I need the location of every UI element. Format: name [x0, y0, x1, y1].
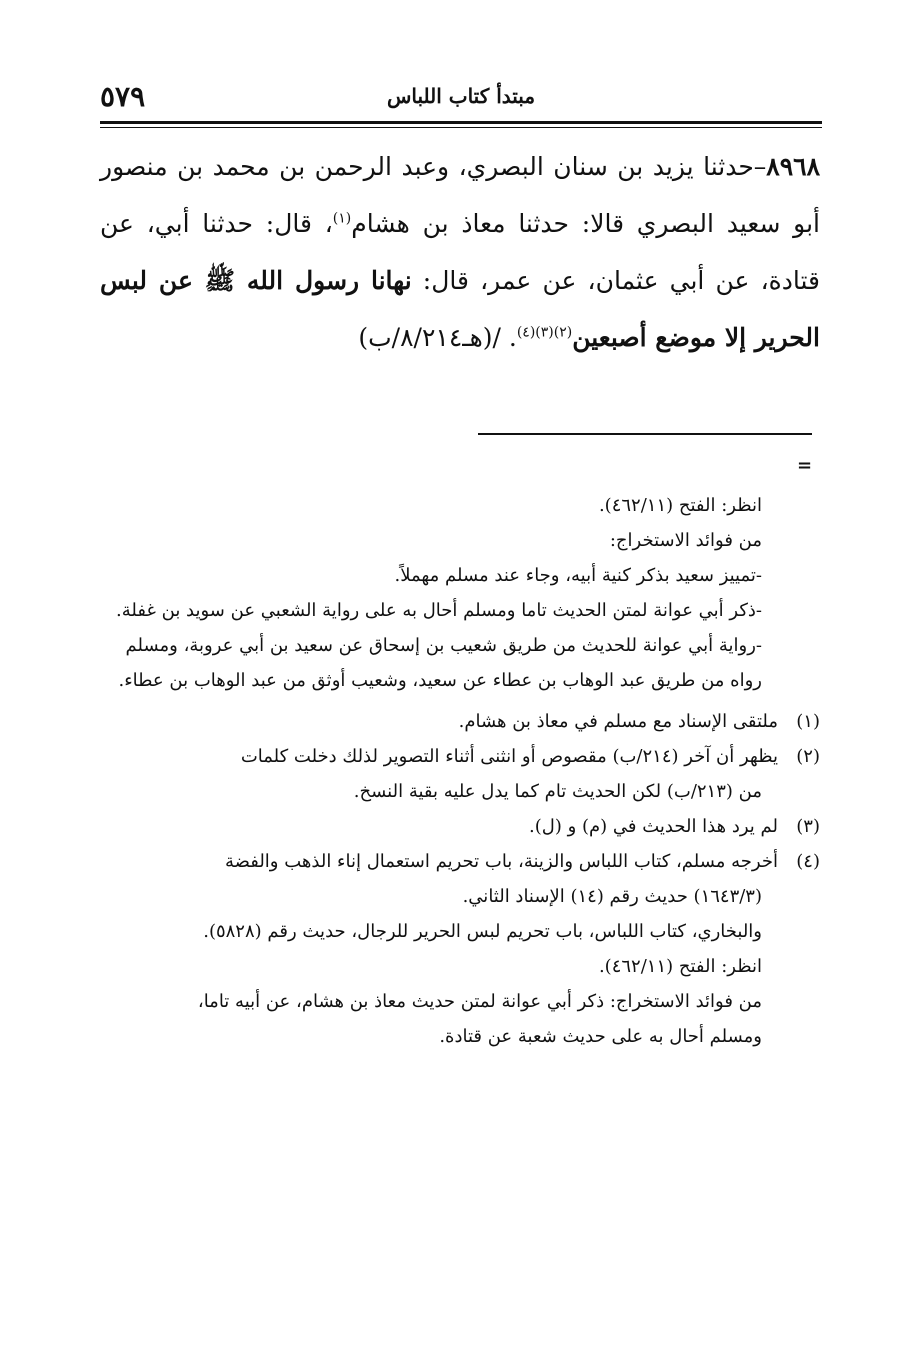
isnad-part-2: ، قال: حدثنا أبي، عن قتادة، عن أبي عثمان، عن عمر، قال:: [100, 209, 820, 295]
footnote-4-continued: والبخاري، كتاب اللباس، باب تحريم لبس الحرير للرجال، حديث رقم (٥٨٢٨).: [203, 921, 762, 942]
footnote-4-continued: (١٦٤٣/٣) حديث رقم (١٤) الإسناد الثاني.: [462, 886, 762, 907]
footnote-1: [100, 704, 820, 739]
header-rule-thick: [100, 121, 822, 124]
page-header: [100, 78, 822, 118]
footnote-2: [100, 739, 820, 774]
continuation-marker: =: [797, 455, 813, 476]
note-line: -ذكر أبي عوانة لمتن الحديث تاما ومسلم أحال به على رواية الشعبي عن سويد بن غفلة.: [116, 600, 762, 621]
footnote-4-continued: من فوائد الاستخراج: ذكر أبي عوانة لمتن حديث معاذ بن هشام، عن أبيه تاما،: [197, 991, 762, 1012]
footnote-separator: [478, 433, 812, 435]
note-line: رواه من طريق عبد الوهاب بن عطاء عن سعيد، وشعيب أوثق من عبد الوهاب بن عطاء.: [118, 670, 762, 691]
header-rule-thin: [100, 127, 822, 128]
footnote-mark: (٤): [796, 851, 820, 872]
manuscript-reference: . /(هـ٨/٢١٤/ب): [358, 323, 517, 352]
footnote-4-continued: انظر: الفتح (٤٦٢/١١).: [598, 956, 762, 977]
footnote-text: ملتقى الإسناد مع مسلم في معاذ بن هشام.: [458, 711, 778, 732]
note-line: من فوائد الاستخراج:: [609, 530, 762, 551]
footnotes-area: [100, 488, 820, 1054]
footnote-mark: (٣): [796, 816, 820, 837]
footnote-text: يظهر أن آخر (٢١٤/ب) مقصوص أو انثنى أثناء التصوير لذلك دخلت كلمات: [240, 746, 778, 767]
note-line: انظر: الفتح (٤٦٢/١١).: [598, 495, 762, 516]
page-number: ٥٧٩: [100, 80, 146, 113]
footnote-refs-2-4: (٢)(٣)(٤): [516, 324, 573, 341]
footnote-text: لم يرد هذا الحديث في (م) و (ل).: [529, 816, 778, 837]
footnote-text: أخرجه مسلم، كتاب اللباس والزينة، باب تحريم استعمال إناء الذهب والفضة: [224, 851, 778, 872]
hadith-text: [100, 138, 820, 366]
footnote-ref-1: (١): [332, 210, 352, 227]
footnote-4-continued: ومسلم أحال به على حديث شعبة عن قتادة.: [439, 1026, 762, 1047]
footnote-mark: (٢): [796, 746, 820, 767]
hadith-number: ٨٩٦٨: [766, 152, 820, 181]
running-title: مبتدأ كتاب اللباس: [386, 84, 536, 108]
footnote-mark: (١): [796, 711, 820, 732]
footnote-4: [100, 844, 820, 879]
hadith-matn: نهانا رسول الله ﷺ عن لبس الحرير إلا موضع أصبعين: [100, 266, 820, 352]
isnad-part-1: –حدثنا يزيد بن سنان البصري، وعبد الرحمن بن محمد بن منصور أبو سعيد البصري قالا: حدثنا معاذ بن هشام: [100, 152, 820, 238]
footnote-3: [100, 809, 820, 844]
note-line: -تمييز سعيد بذكر كنية أبيه، وجاء عند مسلم مهملاً.: [394, 565, 762, 586]
footnote-2-continued: من (٢١٣/ب) لكن الحديث تام كما يدل عليه بقية النسخ.: [353, 781, 762, 802]
note-line: -رواية أبي عوانة للحديث من طريق شعيب بن إسحاق عن سعيد بن أبي عروبة، ومسلم: [125, 635, 762, 656]
